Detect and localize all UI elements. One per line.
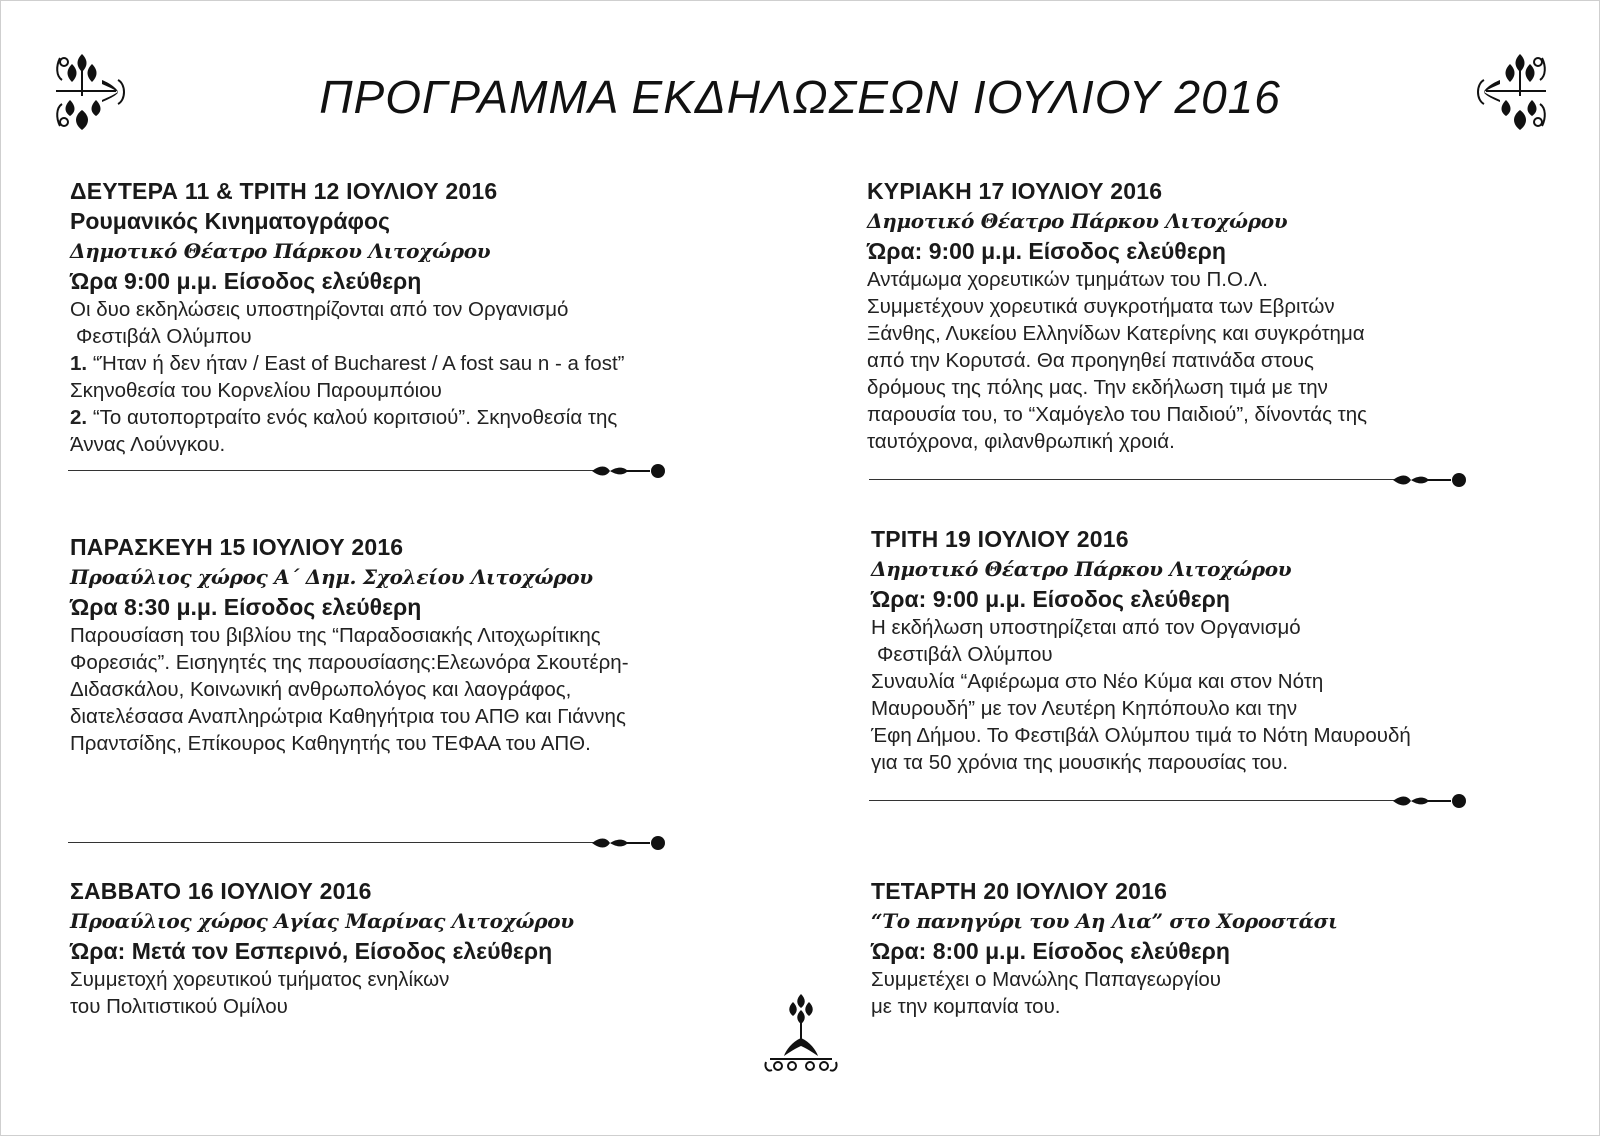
- event-time: Ώρα: 9:00 μ.μ. Είσοδος ελεύθερη: [867, 238, 1226, 264]
- divider-flourish-icon: [590, 833, 668, 853]
- description-line: για τα 50 χρόνια της μουσικής παρουσίας του.: [871, 751, 1289, 774]
- description-line: Παρουσίαση του βιβλίου της “Παραδοσιακής Λιτοχωρίτικης: [70, 624, 601, 647]
- divider-flourish-icon: [590, 461, 668, 481]
- event-description: [70, 622, 770, 757]
- description-line: Η εκδήλωση υποστηρίζεται από τον Οργανισμό: [871, 616, 1301, 639]
- event-venue: Προαύλιος χώρος Α΄ Δημ. Σχολείου Λιτοχώρου: [70, 565, 593, 589]
- description-line: [70, 404, 750, 431]
- event-4: [871, 524, 1571, 776]
- event-1: [70, 176, 750, 458]
- description-line: Συμμετέχει ο Μανώλης Παπαγεωργίου: [871, 968, 1221, 991]
- description-line: Οι δυο εκδηλώσεις υποστηρίζονται από τον Οργανισμό: [70, 298, 569, 321]
- event-date: ΣΑΒΒΑΤΟ 16 ΙΟΥΛΙΟΥ 2016: [70, 878, 372, 904]
- description-line: Αντάμωμα χορευτικών τμημάτων του Π.Ο.Λ.: [867, 268, 1268, 291]
- description-line: από την Κορυτσά. Θα προηγηθεί πατινάδα στους: [867, 349, 1314, 372]
- description-line: διατελέσασα Αναπληρώτρια Καθηγήτρια του ΑΠΘ και Γιάννης: [70, 705, 626, 728]
- event-time: Ώρα: 9:00 μ.μ. Είσοδος ελεύθερη: [871, 586, 1230, 612]
- section-divider: [68, 833, 668, 853]
- event-6: [871, 876, 1571, 1020]
- event-3: [70, 532, 770, 757]
- description-line: Συμμετέχουν χορευτικά συγκροτήματα των Εβριτών: [867, 295, 1335, 318]
- description-line: Μαυρουδή” με τον Λευτέρη Κηπόπουλο και την: [871, 697, 1298, 720]
- event-description: [70, 966, 770, 1020]
- event-venue: Δημοτικό Θέατρο Πάρκου Λιτοχώρου: [867, 209, 1288, 233]
- description-line: Πραντσίδης, Επίκουρος Καθηγητής του ΤΕΦΑΑ του ΑΠΘ.: [70, 732, 591, 755]
- description-line: του Πολιτιστικού Ομίλου: [70, 995, 288, 1018]
- event-date: ΚΥΡΙΑΚΗ 17 ΙΟΥΛΙΟΥ 2016: [867, 178, 1163, 204]
- description-line: Άννας Λούνγκου.: [70, 433, 226, 456]
- divider-flourish-icon: [1391, 791, 1469, 811]
- description-line: Ξάνθης, Λυκείου Ελληνίδων Κατερίνης και συγκρότημα: [867, 322, 1365, 345]
- description-line: παρουσία του, το “Χαμόγελο του Παιδιού”, δίνοντάς της: [867, 403, 1368, 426]
- event-subtitle: Ρουμανικός Κινηματογράφος: [70, 208, 390, 234]
- page-title: ΠΡΟΓΡΑΜΜΑ ΕΚΔΗΛΩΣΕΩΝ ΙΟΥΛΙΟΥ 2016: [319, 71, 1281, 123]
- description-line: με την κομπανία του.: [871, 995, 1061, 1018]
- list-number: 2.: [70, 406, 88, 429]
- event-time: Ώρα 8:30 μ.μ. Είσοδος ελεύθερη: [70, 594, 422, 620]
- event-venue: Δημοτικό Θέατρο Πάρκου Λιτοχώρου: [70, 239, 491, 263]
- event-5: [70, 876, 770, 1020]
- event-description: [871, 614, 1571, 776]
- event-time: Ώρα: 8:00 μ.μ. Είσοδος ελεύθερη: [871, 938, 1230, 964]
- description-line: Φεστιβάλ Ολύμπου: [76, 325, 252, 348]
- description-line: ταυτόχρονα, φιλανθρωπική χροιά.: [867, 430, 1175, 453]
- event-date: ΠΑΡΑΣΚΕΥΗ 15 ΙΟΥΛΙΟΥ 2016: [70, 534, 404, 560]
- event-time: Ώρα: Μετά τον Εσπερινό, Είσοδος ελεύθερη: [70, 938, 553, 964]
- description-line: Φεστιβάλ Ολύμπου: [877, 643, 1053, 666]
- event-2: [867, 176, 1547, 455]
- description-line: Συναυλία “Αφιέρωμα στο Νέο Κύμα και στον Νότη: [871, 670, 1324, 693]
- film-title-1: “Ήταν ή δεν ήταν / East of Bucharest / A fost sau n - a fost”: [92, 352, 625, 375]
- description-line: Σκηνοθεσία του Κορνελίου Παρουμπόιου: [70, 379, 442, 402]
- event-description: [871, 966, 1571, 1020]
- section-divider: [869, 470, 1469, 490]
- description-line: Φορεσιάς”. Εισηγητές της παρουσίασης:Ελεωνόρα Σκουτέρη-: [70, 651, 629, 674]
- divider-flourish-icon: [1391, 470, 1469, 490]
- description-line: Διδασκάλου, Κοινωνική ανθρωπολόγος και λαογράφος,: [70, 678, 572, 701]
- event-description: [867, 266, 1547, 455]
- event-date: ΤΡΙΤΗ 19 ΙΟΥΛΙΟΥ 2016: [871, 526, 1129, 552]
- event-venue: Προαύλιος χώρος Αγίας Μαρίνας Λιτοχώρου: [70, 909, 574, 933]
- section-divider: [869, 791, 1469, 811]
- event-date: ΤΕΤΑΡΤΗ 20 ΙΟΥΛΙΟΥ 2016: [871, 878, 1168, 904]
- event-venue: “Το πανηγύρι του Αη Λια” στο Χοροστάσι: [871, 909, 1338, 933]
- description-line: Έφη Δήμου. Το Φεστιβάλ Ολύμπου τιμά το Νότη Μαυρουδή: [871, 724, 1411, 747]
- description-line: [70, 350, 750, 377]
- event-description: [70, 296, 750, 458]
- description-line: δρόμους της πόλης μας. Την εκδήλωση τιμά με την: [867, 376, 1328, 399]
- bottom-ornament-icon: [760, 992, 842, 1078]
- film-title-2: “Το αυτοπορτραίτο ενός καλού κοριτσιού”. Σκηνοθεσία της: [92, 406, 618, 429]
- event-venue: Δημοτικό Θέατρο Πάρκου Λιτοχώρου: [871, 557, 1292, 581]
- event-date: ΔΕΥΤΕΡΑ 11 & ΤΡΙΤΗ 12 ΙΟΥΛΙΟΥ 2016: [70, 178, 498, 204]
- section-divider: [68, 461, 668, 481]
- description-line: Συμμετοχή χορευτικού τμήματος ενηλίκων: [70, 968, 450, 991]
- event-time: Ώρα 9:00 μ.μ. Είσοδος ελεύθερη: [70, 268, 422, 294]
- list-number: 1.: [70, 352, 88, 375]
